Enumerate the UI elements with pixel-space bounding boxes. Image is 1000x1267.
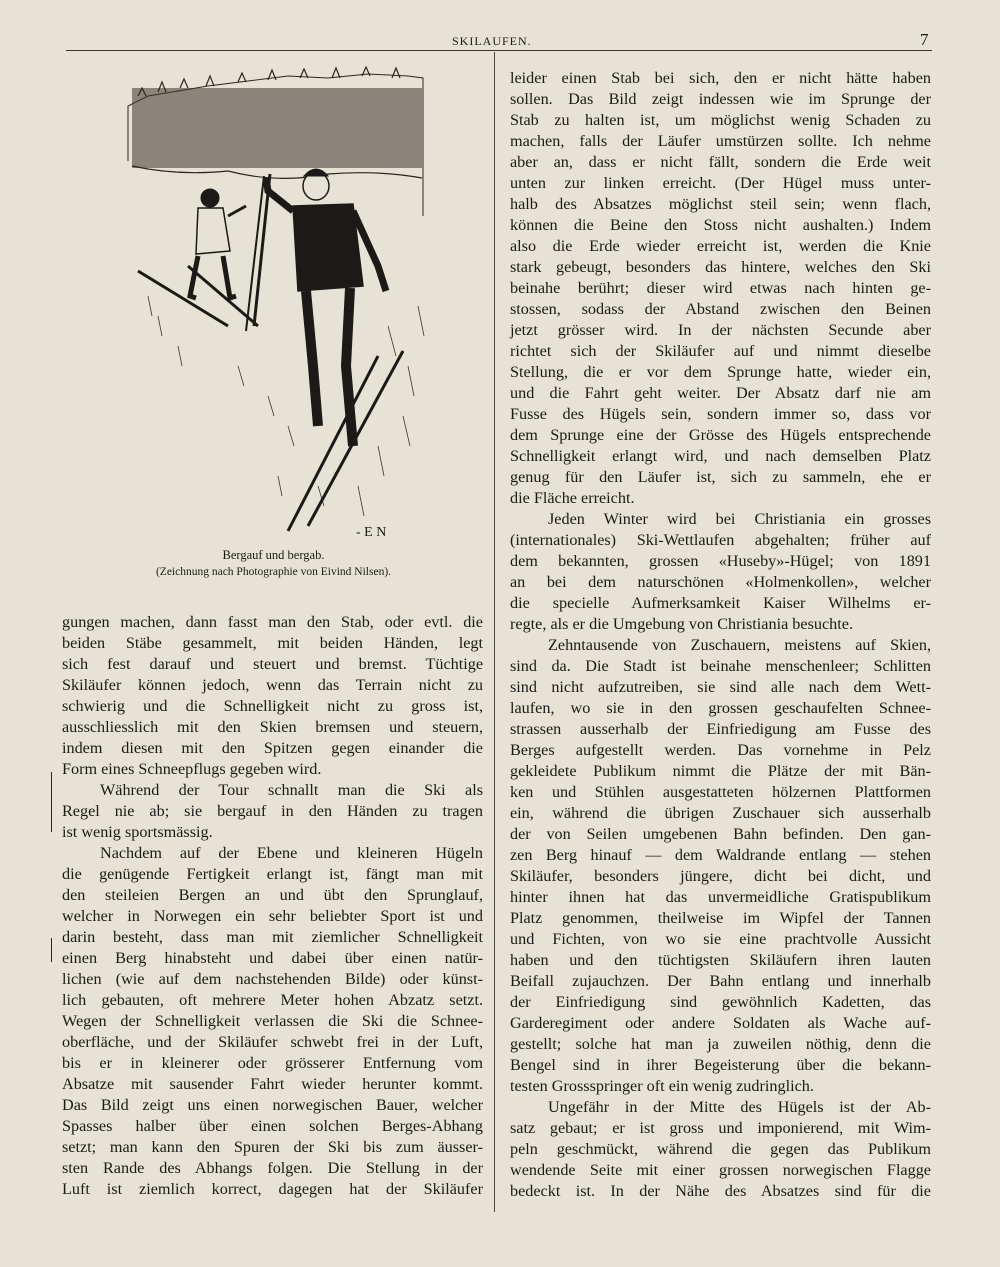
text-line: testen Grossspringer oft ein wenig zudringlich. — [510, 1077, 814, 1095]
text-line: richtet sich der Skiläufer auf und nimmt dieselbe — [510, 342, 931, 360]
text-line: Garderegiment oder andere Soldaten als Wache auf- — [510, 1014, 931, 1032]
text-line: lichen (wie auf dem nachstehenden Bilde) oder künst- — [62, 970, 483, 988]
text-line: Form eines Schneepflugs gegeben wird. — [62, 760, 322, 778]
text-line: oberfläche, und der Skiläufer schwebt frei in der Luft, — [62, 1033, 483, 1051]
text-line: schwierig und die Schnelligkeit nicht zu gross ist, — [62, 697, 483, 715]
text-line: leider einen Stab bei sich, den er nicht hätte haben — [510, 69, 931, 87]
text-line: sten Rande des Abhangs folgen. Die Stellung in der — [62, 1159, 483, 1177]
text-line: Skiläufer können jedoch, wenn das Terrain nicht zu — [62, 676, 483, 694]
margin-mark — [51, 772, 52, 832]
text-line: bedeckt ist. In der Nähe des Absatzes sind für die — [510, 1182, 931, 1200]
text-line: unten zur linken erreicht. (Der Hügel muss unter- — [510, 174, 931, 192]
text-line: strassen ausserhalb der Einfriedigung am Fusse des — [510, 720, 931, 738]
text-line: Skiläufer, besonders jüngere, dicht bei dicht, und — [510, 867, 931, 885]
text-line: peln geschmückt, während die gegen das Publikum — [510, 1140, 931, 1158]
text-line: haben und den tüchtigsten Skiläufern ihren lauten — [510, 951, 931, 969]
text-line: machen, falls der Läufer umstürzen sollte. Ich nehme — [510, 132, 931, 150]
skier-illustration — [118, 66, 438, 546]
page-number: 7 — [920, 30, 929, 49]
column-divider — [494, 52, 495, 1212]
figure-caption-credit: (Zeichnung nach Photographie von Eivind Nilsen). — [155, 566, 392, 578]
text-line: ken und Stühlen ausgestatteten hölzernen Plattformen — [510, 783, 931, 801]
text-line: laufen, wo sie in den grossen geschaufelten Schnee- — [510, 699, 931, 717]
text-line: Das Bild zeigt uns einen norwegischen Bauer, welcher — [62, 1096, 483, 1114]
artist-signature: - E N — [356, 525, 387, 540]
text-line: ein, während die übrigen Zuschauer sich ausserhalb — [510, 804, 931, 822]
text-line: lich gebauten, oft mehrere Meter hohen Abzatz setzt. — [62, 991, 483, 1009]
background-skier — [138, 189, 258, 326]
text-line: die genügende Fertigkeit erlangt ist, fängt man mit — [62, 865, 483, 883]
text-line: und die Fahrt geht weiter. Der Absatz darf nie am — [510, 384, 931, 402]
text-line: Ungefähr in der Mitte des Hügels ist der Ab- — [548, 1098, 931, 1116]
text-line: sich fest darauf und steuert und bremst. Tüchtige — [62, 655, 483, 673]
text-line: Schnelligkeit erlangt wird, und nach demselben Platz — [510, 447, 931, 465]
text-line: halb des Absatzes möglichst steil sein; wenn flach, — [510, 195, 931, 213]
text-line: hinter ihnen hat das unvermeidliche Gratispublikum — [510, 888, 931, 906]
text-line: jetzt grösser wird. In der nächsten Secunde aber — [510, 321, 931, 339]
text-line: aber an, dass er nicht fällt, sondern die Erde weit — [510, 153, 931, 171]
text-line: sind da. Die Stadt ist beinahe menschenleer; Schlitten — [510, 657, 931, 675]
running-header-title: SKILAUFEN. — [452, 34, 532, 48]
text-line: Zehntausende von Zuschauern, meistens auf Skien, — [548, 636, 931, 654]
text-line: bis er in kleinerer oder grösserer Entfernung vom — [62, 1054, 483, 1072]
text-line: Während der Tour schnallt man die Ski als — [100, 781, 483, 799]
text-line: können die Beine den Stoss nicht aushalten.) Indem — [510, 216, 931, 234]
figure-caption-title: Bergauf und bergab. — [222, 548, 325, 562]
text-line: Jeden Winter wird bei Christiania ein grosses — [548, 510, 931, 528]
text-line: welcher in Norwegen ein sehr beliebter Sport ist und — [62, 907, 483, 925]
text-line: ist wenig sportsmässig. — [62, 823, 213, 841]
text-line: regte, als er die Umgebung von Christiania besuchte. — [510, 615, 853, 633]
text-line: Luft ist ziemlich korrect, dagegen hat der Skiläufer — [62, 1180, 483, 1198]
text-line: gungen machen, dann fasst man den Stab, oder evtl. die — [62, 613, 483, 631]
text-line: stark gebeugt, besonders das hintere, welches den Ski — [510, 258, 931, 276]
text-line: setzt; man kann den Spuren der Ski bis zum äusser- — [62, 1138, 483, 1156]
text-line: Beifall zujauchzen. Der Bahn entlang und innerhalb — [510, 972, 931, 990]
text-line: Bengel sind in ihrer Begeisterung über die bekann- — [510, 1056, 931, 1074]
text-line: sind nicht aufzutreiben, sie sind alle nach dem Wett- — [510, 678, 931, 696]
text-line: Wegen der Schnelligkeit verlassen die Ski die Schnee- — [62, 1012, 483, 1030]
text-line: der Einfriedigung sind gewöhnlich Kadetten, das — [510, 993, 931, 1011]
text-line: Absatze mit sausender Fahrt wieder herunter kommt. — [62, 1075, 483, 1093]
text-line: beiden Stäbe gesammelt, mit beiden Händen, legt — [62, 634, 483, 652]
text-line: gekleidete Publikum nimmt die Plätze der mit Bän- — [510, 762, 931, 780]
text-line: beinahe berührt; dieser wird etwas nach hinten ge- — [510, 279, 931, 297]
text-line: ausschliesslich mit den Skien bremsen und steuern, — [62, 718, 483, 736]
header-rule — [66, 50, 932, 51]
text-line: Fusse des Hügels sein, sondern immer so, dass vor — [510, 405, 931, 423]
text-line: wendende Seite mit einer grossen norwegischen Flagge — [510, 1161, 931, 1179]
text-line: dem bekannten, grossen «Huseby»-Hügel; von 1891 — [510, 552, 931, 570]
text-line: also die Erde wieder erreicht ist, werden die Knie — [510, 237, 931, 255]
text-line: Platz genommen, theilweise im Wipfel der Tannen — [510, 909, 931, 927]
text-line: stossen, sodass der Abstand zwischen den Beinen — [510, 300, 931, 318]
text-line: Stellung, die er vor dem Sprunge hatte, wieder ein, — [510, 363, 931, 381]
text-line: satz gebaut; er ist gross und imponierend, mit Wim- — [510, 1119, 931, 1137]
foreground-skier — [246, 169, 403, 531]
text-line: die specielle Aufmerksamkeit Kaiser Wilhelms er- — [510, 594, 931, 612]
text-line: genug für den Läufer ist, sich zu sammeln, ehe er — [510, 468, 931, 486]
slope-hatching — [148, 296, 424, 516]
text-line: Nachdem auf der Ebene und kleineren Hügeln — [100, 844, 483, 862]
text-line: Stab zu halten ist, um möglichst wenig Schaden zu — [510, 111, 931, 129]
text-line: (internationales) Ski-Wettlaufen abgehalten; früher auf — [510, 531, 931, 549]
text-line: Spasses halber über einen solchen Berges-Abhang — [62, 1117, 483, 1135]
text-line: gestellt; solche hat man ja zuweilen nöthig, denn die — [510, 1035, 931, 1053]
text-line: zen Berg hinauf — dem Waldrande entlang — stehen — [510, 846, 931, 864]
text-line: an bei dem naturschönen «Holmenkollen», welcher — [510, 573, 931, 591]
text-line: der von Seilen umgebenen Bahn befinden. Den gan- — [510, 825, 931, 843]
text-line: sollen. Das Bild zeigt indessen wie im Sprunge der — [510, 90, 931, 108]
text-line: den steileien Bergen an und übt den Sprunglauf, — [62, 886, 483, 904]
text-line: und Fichten, von wo sie eine prachtvolle Aussicht — [510, 930, 931, 948]
text-line: indem diesen mit den Spitzen gegen einander die — [62, 739, 483, 757]
engraving-drawing — [118, 66, 438, 546]
text-line: Regel nie ab; sie bergauf in den Händen zu tragen — [62, 802, 483, 820]
text-line: Berges aufgestellt werden. Das vornehme in Pelz — [510, 741, 931, 759]
text-line: einen Berg hinabsteht und dabei über einen natür- — [62, 949, 483, 967]
margin-mark — [51, 938, 52, 962]
text-line: dem Sprunge eine der Grösse des Hügels entsprechende — [510, 426, 931, 444]
text-line: die Fläche erreicht. — [510, 489, 635, 507]
text-line: darin besteht, dass man mit ziemlicher Schnelligkeit — [62, 928, 483, 946]
